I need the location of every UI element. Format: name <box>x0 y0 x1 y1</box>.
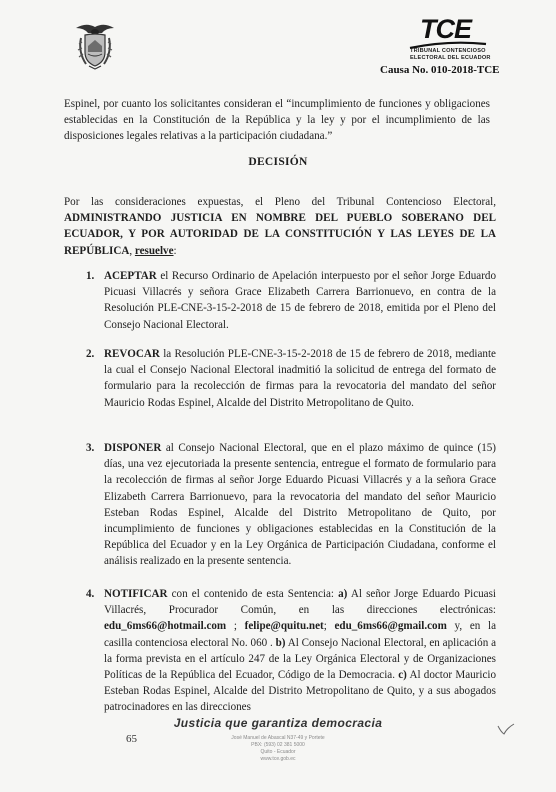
email-address-1: edu_6ms66@hotmail.com <box>104 620 227 633</box>
subitem-a-label: a) <box>338 588 348 600</box>
item-text: Al señor Jorge Eduardo Picuasi Villacrés, Procurador Común, en las direcciones electrónicas: <box>104 588 497 617</box>
item-text: Al doctor Mauricio Esteban Rodas Espinel, Alcalde del Distrito Metropolitano de Quito, y a sus abogados patrocinadores en las direcciones <box>104 669 496 714</box>
item-number: 4. <box>86 588 95 600</box>
footer-address-line-3: Quito - Ecuador <box>260 749 296 755</box>
intro-paragraph: Espinel, por cuanto los solicitantes consideran el “incumplimiento de funciones y obligaciones establecidas en la Constitución de la República y la ley y por el incumplimiento de las disposiciones legales relativas a la participación ciudadana.” <box>64 98 490 143</box>
resuelve-word: resuelve <box>134 244 174 257</box>
item-text: ; <box>226 620 245 633</box>
tce-logo-subtitle-2: ELECTORAL DEL ECUADOR <box>410 55 491 61</box>
considerations-text: Por las consideraciones expuestas, el Pleno del Tribunal Contencioso Electoral, <box>64 196 496 208</box>
item-text: al Consejo Nacional Electoral, que en el plazo máximo de quince (15) días, una vez ejecutoriada la presente sentencia, entregue el formato de formulario para la recolección de firmas al señor Jorge Eduardo Picuasi Villacrés y a la señora Grace Elizabeth Carrera Barrionuevo, para la revocatoria del mandato del señor Mauricio Esteban Rodas Espinel, Alcalde del Distrito Metropolitano de Quito, por incumplimiento de funciones y obligaciones establecidas en la Constitución de la República del Ecuador y en la Ley Orgánica de Participación Ciudadana, conforme el análisis realizado en la presente sentencia. <box>104 442 496 568</box>
considerations-bold: ADMINISTRANDO JUSTICIA EN NOMBRE DEL PUEBLO SOBERANO DEL ECUADOR, Y POR AUTORIDAD DE LA CONSTITUCIÓN Y LAS LEYES DE LA REPÚBLICA <box>64 212 496 257</box>
subitem-b-label: b) <box>275 636 286 649</box>
tce-logo-text: TCE <box>420 14 471 44</box>
item-keyword: NOTIFICAR <box>104 588 168 600</box>
item-keyword: DISPONER <box>104 442 162 454</box>
section-title: DECISIÓN <box>248 156 308 168</box>
ecuador-coat-of-arms-icon <box>72 22 118 70</box>
item-number: 3. <box>86 442 95 454</box>
footer-address-line-2: PBX: (593) 02 381 5000 <box>251 742 305 748</box>
item-number: 2. <box>86 348 95 360</box>
considerations-colon: : <box>173 244 177 257</box>
item-keyword: ACEPTAR <box>104 270 157 282</box>
footer-address-line-4: www.tce.gob.ec <box>260 756 296 762</box>
page-number: 65 <box>126 733 137 745</box>
footer-address-line-1: José Manuel de Abascal N37-49 y Portete <box>231 735 325 741</box>
item-keyword: REVOCAR <box>104 348 160 360</box>
handwritten-check-mark-icon <box>496 722 516 736</box>
email-address-3: edu_6ms66@gmail.com <box>334 620 447 633</box>
case-number: Causa No. 010-2018-TCE <box>380 64 500 76</box>
email-address-2: felipe@quitu.net <box>244 620 324 633</box>
footer-motto: Justicia que garantiza democracia <box>173 716 383 730</box>
item-text: Al Consejo Nacional Electoral, en aplicación a la forma prevista en el artículo 247 de la Ley Orgánica Electoral y de Organizaciones Políticas de la República del Ecuador, Código de la Democracia. <box>104 636 496 682</box>
subitem-c-label: c) <box>398 669 407 682</box>
item-text: y, en la casilla contenciosa electoral No. 060 . <box>104 620 496 649</box>
item-text: ; <box>323 620 335 633</box>
item-text: con el contenido de esta Sentencia: <box>167 588 339 600</box>
item-text: la Resolución PLE-CNE-3-15-2-2018 de 15 de febrero de 2018, mediante la cual el Consejo Nacional Electoral inadmitió la solicitud de entrega del formato de formulario para la recolección de firmas para la revocatoria del mandato del señor Mauricio Rodas Espinel, Alcalde del Distrito Metropolitano de Quito. <box>104 348 496 409</box>
considerations-comma: , <box>129 244 133 257</box>
tce-logo-subtitle-1: TRIBUNAL CONTENCIOSO <box>410 48 486 54</box>
considerations-paragraph <box>64 194 496 259</box>
item-number: 1. <box>86 270 95 282</box>
item-text: el Recurso Ordinario de Apelación interpuesto por el señor Jorge Eduardo Picuasi Villacrés y señora Grace Elizabeth Carrera Barrionuevo, en contra de la Resolución PLE-CNE-3-15-2-2018 de 15 de febrero de 2018, emitida por el Pleno del Consejo Nacional Electoral. <box>104 270 496 331</box>
